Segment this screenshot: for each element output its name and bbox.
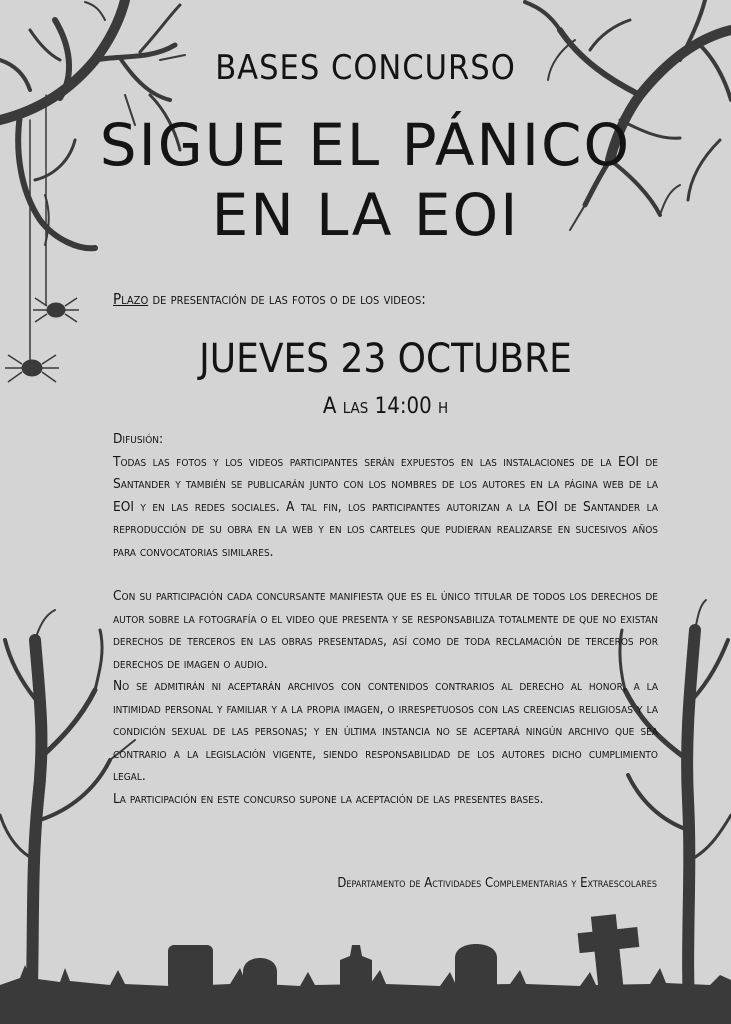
- department-signature: Departamento de Actividades Complementarias y Extraescolares: [337, 876, 657, 891]
- deadline-label: [113, 290, 633, 308]
- poster-title: [0, 110, 731, 250]
- deadline-date: JUEVES 23 OCTUBRE: [199, 336, 572, 382]
- title-line-2: EN LA EOI: [211, 181, 520, 249]
- deadline-label-underlined: Plazo: [113, 290, 149, 308]
- rules-paragraph-3: No se admitirán ni aceptarán archivos con contenidos contrarios al derecho al honor, a la intimidad personal y familiar y a la propia imagen, o irrespetuosos con las creencias religiosas y la condición sexual de las personas; y en última instancia no se aceptará ningún archivo que sea contrario a la legislación vigente, siendo responsabilidad de los autores dicho cumplimiento legal.: [113, 678, 658, 784]
- rules-paragraph-4: La participación en este concurso supone la aceptación de las presentes bases.: [113, 790, 544, 807]
- contest-kicker: BASES CONCURSO: [215, 48, 516, 88]
- diffusion-heading: Difusión:: [113, 431, 164, 447]
- deadline-time: A las 14:00 h: [322, 394, 449, 419]
- rules-paragraph-2: Con su participación cada concursante manifiesta que es el único titular de todos los derechos de autor sobre la fotografía o el video que presenta y se responsabiliza totalmente de que no existan derechos de terceros en las obras presentadas, así como de toda reclamación de terceros por derechos de imagen o audio.: [113, 588, 658, 672]
- rules-paragraph-1: Todas las fotos y los videos participantes serán expuestos en las instalaciones de la EOI de Santander y también se publicarán junto con los nombres de los autores en la página web de la EOI y en las redes sociales. A tal fin, los participantes autorizan a la EOI de Santander la reproducción de su obra en la web y en los carteles que pudieran realizarse en sucesivos años para convocatorias similares.: [113, 453, 658, 560]
- title-line-1: SIGUE EL PÁNICO: [99, 111, 632, 179]
- contest-rules-text: [113, 428, 658, 810]
- deadline-label-rest: de presentación de las fotos o de los videos:: [148, 290, 426, 308]
